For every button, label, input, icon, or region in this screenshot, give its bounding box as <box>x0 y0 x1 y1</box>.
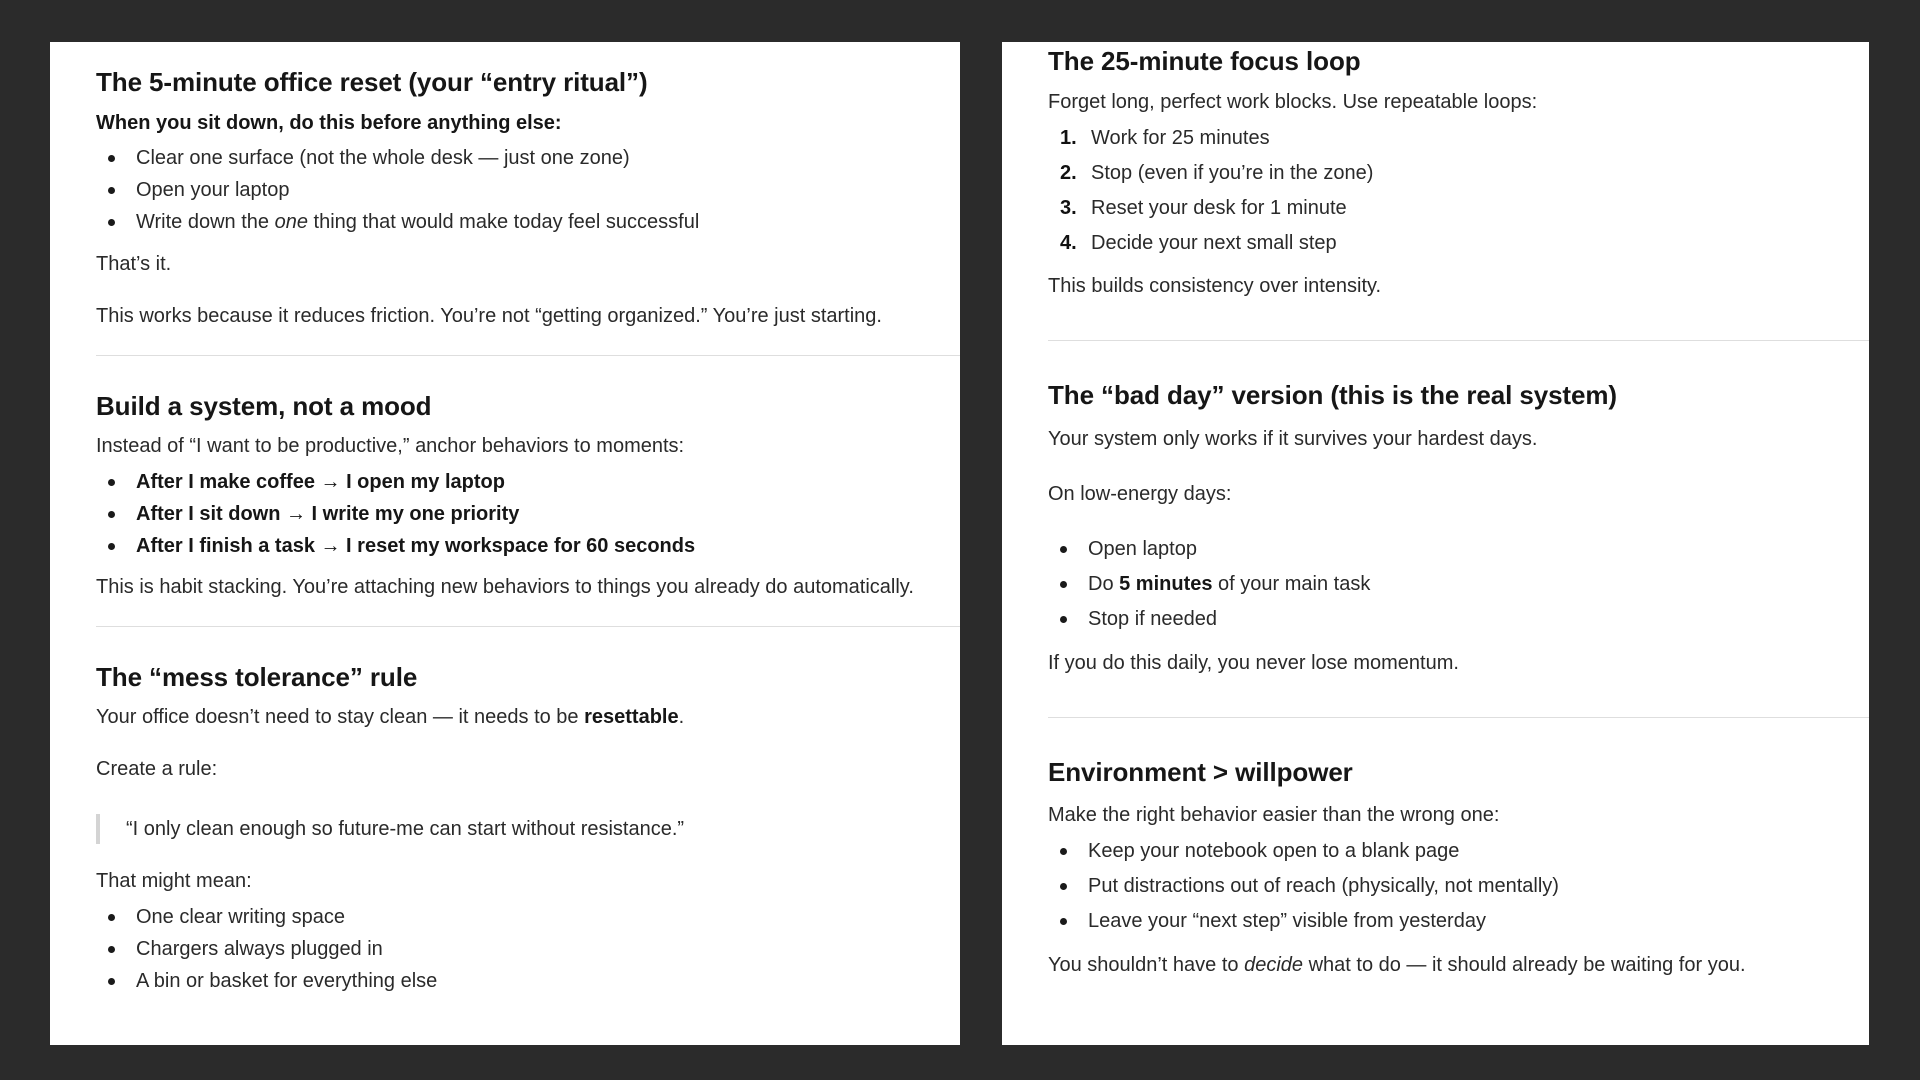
bold-text: resettable <box>584 706 679 728</box>
list-item: A bin or basket for everything else <box>96 968 960 994</box>
paragraph-text: You shouldn’t have to <box>1048 954 1245 976</box>
section-bad-day <box>1048 380 1869 676</box>
section-system-not-mood <box>96 391 960 600</box>
list-item-text: of your main task <box>1212 573 1371 595</box>
bullet-list <box>96 469 960 559</box>
list-item: Open your laptop <box>96 177 960 203</box>
paragraph: This works because it reduces friction. You’re not “getting organized.” You’re just starting. <box>96 305 882 327</box>
bullet-list <box>96 904 960 994</box>
section-title: Environment > willpower <box>1048 757 1353 787</box>
paragraph: Create a rule: <box>96 758 218 780</box>
list-item: After I make coffee → I open my laptop <box>96 469 960 495</box>
paragraph: This is habit stacking. You’re attaching new behaviors to things you already do automatically. <box>96 576 914 598</box>
section-title: Build a system, not a mood <box>96 391 432 421</box>
list-number: 4. <box>1060 232 1077 254</box>
bullet-list <box>1048 536 1869 632</box>
list-number: 2. <box>1060 162 1077 184</box>
list-item <box>1048 125 1869 151</box>
section-divider <box>1048 717 1869 718</box>
paragraph <box>1048 952 1869 978</box>
list-item-text: Do <box>1088 573 1120 595</box>
list-item: Clear one surface (not the whole desk — just one zone) <box>96 145 960 171</box>
section-lead: Instead of “I want to be productive,” anchor behaviors to moments: <box>96 435 685 457</box>
paragraph: That might mean: <box>96 870 252 892</box>
paragraph-text: what to do — it should already be waiting for you. <box>1303 954 1746 976</box>
paragraph: If you do this daily, you never lose momentum. <box>1048 652 1459 674</box>
paragraph: Your system only works if it survives your hardest days. <box>1048 428 1538 450</box>
section-title: The “bad day” version (this is the real system) <box>1048 380 1617 410</box>
section-divider <box>96 355 960 356</box>
section-lead: When you sit down, do this before anything else: <box>96 112 562 134</box>
paragraph-text: Your office doesn’t need to stay clean — it needs to be <box>96 706 585 728</box>
bullet-list <box>1048 838 1869 934</box>
left-document-panel <box>50 42 960 1045</box>
list-item: After I sit down → I write my one priority <box>96 501 960 527</box>
section-focus-loop <box>1048 46 1869 299</box>
list-number: 3. <box>1060 197 1077 219</box>
list-item: Keep your notebook open to a blank page <box>1048 838 1869 864</box>
list-item: Leave your “next step” visible from yesterday <box>1048 908 1869 934</box>
section-divider <box>96 626 960 627</box>
list-item-text: Work for 25 minutes <box>1091 127 1270 149</box>
list-item: One clear writing space <box>96 904 960 930</box>
paragraph: That’s it. <box>96 253 172 275</box>
paragraph: On low-energy days: <box>1048 483 1232 505</box>
list-item-text: Stop (even if you’re in the zone) <box>1091 162 1374 184</box>
section-divider <box>1048 340 1869 341</box>
right-document-panel <box>1002 42 1869 1045</box>
list-item <box>1048 195 1869 221</box>
section-title: The “mess tolerance” rule <box>96 662 418 692</box>
list-item: Open laptop <box>1048 536 1869 562</box>
paragraph <box>96 704 960 730</box>
list-item: Chargers always plugged in <box>96 936 960 962</box>
emphasis-text: decide <box>1244 954 1304 976</box>
section-mess-tolerance <box>96 662 960 994</box>
section-lead: Forget long, perfect work blocks. Use repeatable loops: <box>1048 91 1538 113</box>
list-item <box>96 209 960 235</box>
blockquote: “I only clean enough so future-me can start without resistance.” <box>96 814 960 844</box>
list-item: After I finish a task → I reset my workspace for 60 seconds <box>96 533 960 559</box>
list-item-text: Decide your next small step <box>1091 232 1337 254</box>
section-title: The 25-minute focus loop <box>1048 46 1361 76</box>
list-item <box>1048 230 1869 256</box>
list-item <box>1048 571 1869 597</box>
bullet-list <box>96 145 960 235</box>
section-environment-willpower <box>1048 757 1869 978</box>
section-lead: Make the right behavior easier than the wrong one: <box>1048 804 1500 826</box>
list-item: Put distractions out of reach (physically, not mentally) <box>1048 873 1869 899</box>
bold-text: 5 minutes <box>1119 573 1213 595</box>
section-title: The 5-minute office reset (your “entry ritual”) <box>96 67 648 97</box>
paragraph: This builds consistency over intensity. <box>1048 275 1382 297</box>
list-item-text: Write down the <box>136 211 275 233</box>
emphasis-text: one <box>274 211 308 233</box>
list-item-text: Reset your desk for 1 minute <box>1091 197 1347 219</box>
list-number: 1. <box>1060 127 1077 149</box>
paragraph-text: . <box>678 706 685 728</box>
list-item <box>1048 160 1869 186</box>
numbered-list <box>1048 125 1869 256</box>
section-office-reset <box>96 67 960 329</box>
list-item-text: thing that would make today feel successful <box>307 211 700 233</box>
list-item: Stop if needed <box>1048 606 1869 632</box>
